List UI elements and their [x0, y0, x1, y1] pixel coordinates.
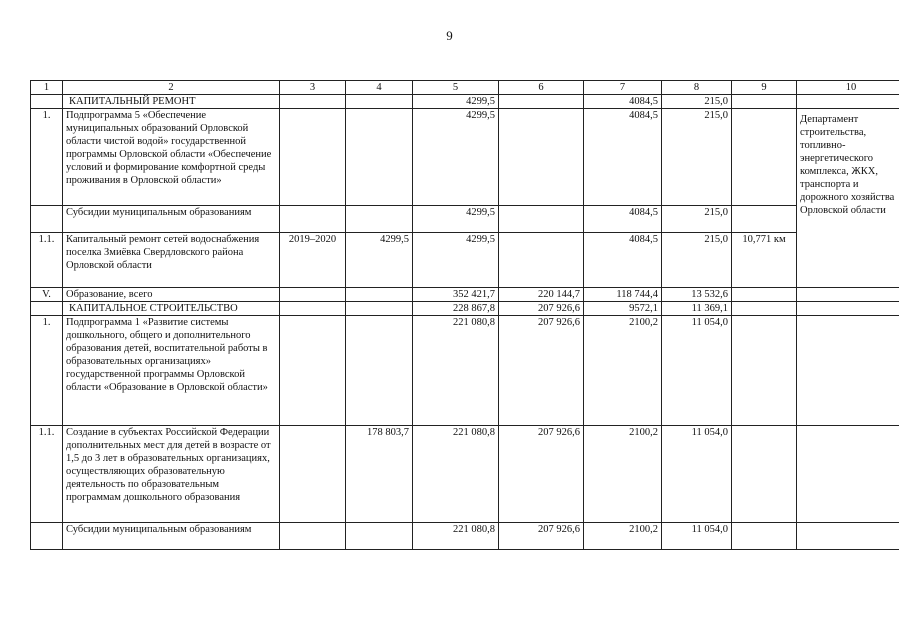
col6-cell: 220 144,7: [499, 288, 584, 302]
row-number: [31, 523, 63, 550]
row-title: Подпрограмма 1 «Развитие системы дошкольного, общего и дополнительного образования детей, воспитательной работы в образовательных организациях» государственной программы Орловской области «Образование в Орловской области»: [63, 316, 280, 426]
header-cell: 10: [797, 81, 899, 95]
col5-cell: 4299,5: [413, 206, 499, 233]
col5-cell: 352 421,7: [413, 288, 499, 302]
col4-cell: [346, 316, 413, 426]
col7-cell: 2100,2: [584, 426, 662, 523]
row-number: [31, 95, 63, 109]
period-cell: [280, 206, 346, 233]
col5-cell: 4299,5: [413, 109, 499, 206]
table-row: [31, 109, 899, 206]
col7-cell: 4084,5: [584, 109, 662, 206]
col10-cell: [797, 316, 899, 426]
col4-cell: 4299,5: [346, 233, 413, 288]
period-cell: [280, 288, 346, 302]
table-row: [31, 302, 899, 316]
row-title: Субсидии муниципальным образованиям: [63, 206, 280, 233]
col6-cell: [499, 233, 584, 288]
col9-cell: [732, 109, 797, 206]
col9-cell: [732, 288, 797, 302]
col10-cell: [797, 288, 899, 302]
row-number: V.: [31, 288, 63, 302]
col6-cell: 207 926,6: [499, 316, 584, 426]
col6-cell: 207 926,6: [499, 302, 584, 316]
col8-cell: 11 369,1: [662, 302, 732, 316]
col7-cell: 118 744,4: [584, 288, 662, 302]
header-cell: 4: [346, 81, 413, 95]
period-cell: 2019–2020: [280, 233, 346, 288]
page-number: 9: [446, 28, 453, 43]
header-cell: 6: [499, 81, 584, 95]
col9-cell: [732, 206, 797, 233]
col10-cell: [797, 95, 899, 109]
col4-cell: [346, 288, 413, 302]
col9-cell: [732, 302, 797, 316]
row-number: [31, 206, 63, 233]
table-row: [31, 95, 899, 109]
budget-table: [30, 80, 899, 550]
col8-cell: 215,0: [662, 206, 732, 233]
row-number: [31, 302, 63, 316]
col4-cell: [346, 206, 413, 233]
header-cell: 3: [280, 81, 346, 95]
row-title: Подпрограмма 5 «Обеспечение муниципальных образований Орловской области чистой водой» государственной программы Орловской области «Обеспечение условий и формирование комфортной среды проживания в Орловской области»: [63, 109, 280, 206]
col10-cell: [797, 426, 899, 523]
department-cell: Департамент строительства, топливно-энергетического комплекса, ЖКХ, транспорта и дорожного хозяйства Орловской области: [797, 109, 899, 288]
row-title: Образование, всего: [63, 288, 280, 302]
header-cell: 2: [63, 81, 280, 95]
col10-cell: [797, 523, 899, 550]
col6-cell: [499, 95, 584, 109]
col4-cell: [346, 523, 413, 550]
col6-cell: 207 926,6: [499, 426, 584, 523]
col6-cell: [499, 109, 584, 206]
row-number: 1.1.: [31, 426, 63, 523]
period-cell: [280, 109, 346, 206]
col7-cell: 4084,5: [584, 206, 662, 233]
col8-cell: 11 054,0: [662, 426, 732, 523]
table-row: [31, 233, 899, 288]
col7-cell: 4084,5: [584, 95, 662, 109]
row-title: Создание в субъектах Российской Федерации дополнительных мест для детей в возрасте от 1,5 до 3 лет в образовательных организациях, осуществляющих образовательную деятельность по образовательным программам дошкольного образования: [63, 426, 280, 523]
row-title: Субсидии муниципальным образованиям: [63, 523, 280, 550]
row-title: Капитальный ремонт сетей водоснабжения поселка Змиёвка Свердловского района Орловской области: [63, 233, 280, 288]
header-cell: 8: [662, 81, 732, 95]
col8-cell: 215,0: [662, 95, 732, 109]
col9-cell: 10,771 км: [732, 233, 797, 288]
row-title: КАПИТАЛЬНЫЙ РЕМОНТ: [63, 95, 280, 109]
col5-cell: 4299,5: [413, 233, 499, 288]
table-row: [31, 288, 899, 302]
row-number: 1.: [31, 316, 63, 426]
header-cell: 9: [732, 81, 797, 95]
col7-cell: 2100,2: [584, 316, 662, 426]
col7-cell: 9572,1: [584, 302, 662, 316]
col5-cell: 221 080,8: [413, 523, 499, 550]
row-title: КАПИТАЛЬНОЕ СТРОИТЕЛЬСТВО: [63, 302, 280, 316]
col5-cell: 228 867,8: [413, 302, 499, 316]
header-cell: 1: [31, 81, 63, 95]
col4-cell: 178 803,7: [346, 426, 413, 523]
col9-cell: [732, 316, 797, 426]
period-cell: [280, 95, 346, 109]
table-row: [31, 316, 899, 426]
col4-cell: [346, 109, 413, 206]
col9-cell: [732, 426, 797, 523]
col4-cell: [346, 95, 413, 109]
col8-cell: 11 054,0: [662, 523, 732, 550]
table-row: [31, 206, 899, 233]
col7-cell: 2100,2: [584, 523, 662, 550]
table-row: [31, 523, 899, 550]
period-cell: [280, 523, 346, 550]
header-row: [31, 81, 899, 95]
col8-cell: 215,0: [662, 233, 732, 288]
row-number: 1.1.: [31, 233, 63, 288]
col9-cell: [732, 523, 797, 550]
period-cell: [280, 302, 346, 316]
col8-cell: 13 532,6: [662, 288, 732, 302]
col5-cell: 221 080,8: [413, 316, 499, 426]
period-cell: [280, 426, 346, 523]
col5-cell: 4299,5: [413, 95, 499, 109]
table-row: [31, 426, 899, 523]
col5-cell: 221 080,8: [413, 426, 499, 523]
row-number: 1.: [31, 109, 63, 206]
header-cell: 7: [584, 81, 662, 95]
col8-cell: 11 054,0: [662, 316, 732, 426]
period-cell: [280, 316, 346, 426]
header-cell: 5: [413, 81, 499, 95]
col8-cell: 215,0: [662, 109, 732, 206]
col7-cell: 4084,5: [584, 233, 662, 288]
col4-cell: [346, 302, 413, 316]
col9-cell: [732, 95, 797, 109]
col6-cell: 207 926,6: [499, 523, 584, 550]
col6-cell: [499, 206, 584, 233]
col10-cell: [797, 302, 899, 316]
